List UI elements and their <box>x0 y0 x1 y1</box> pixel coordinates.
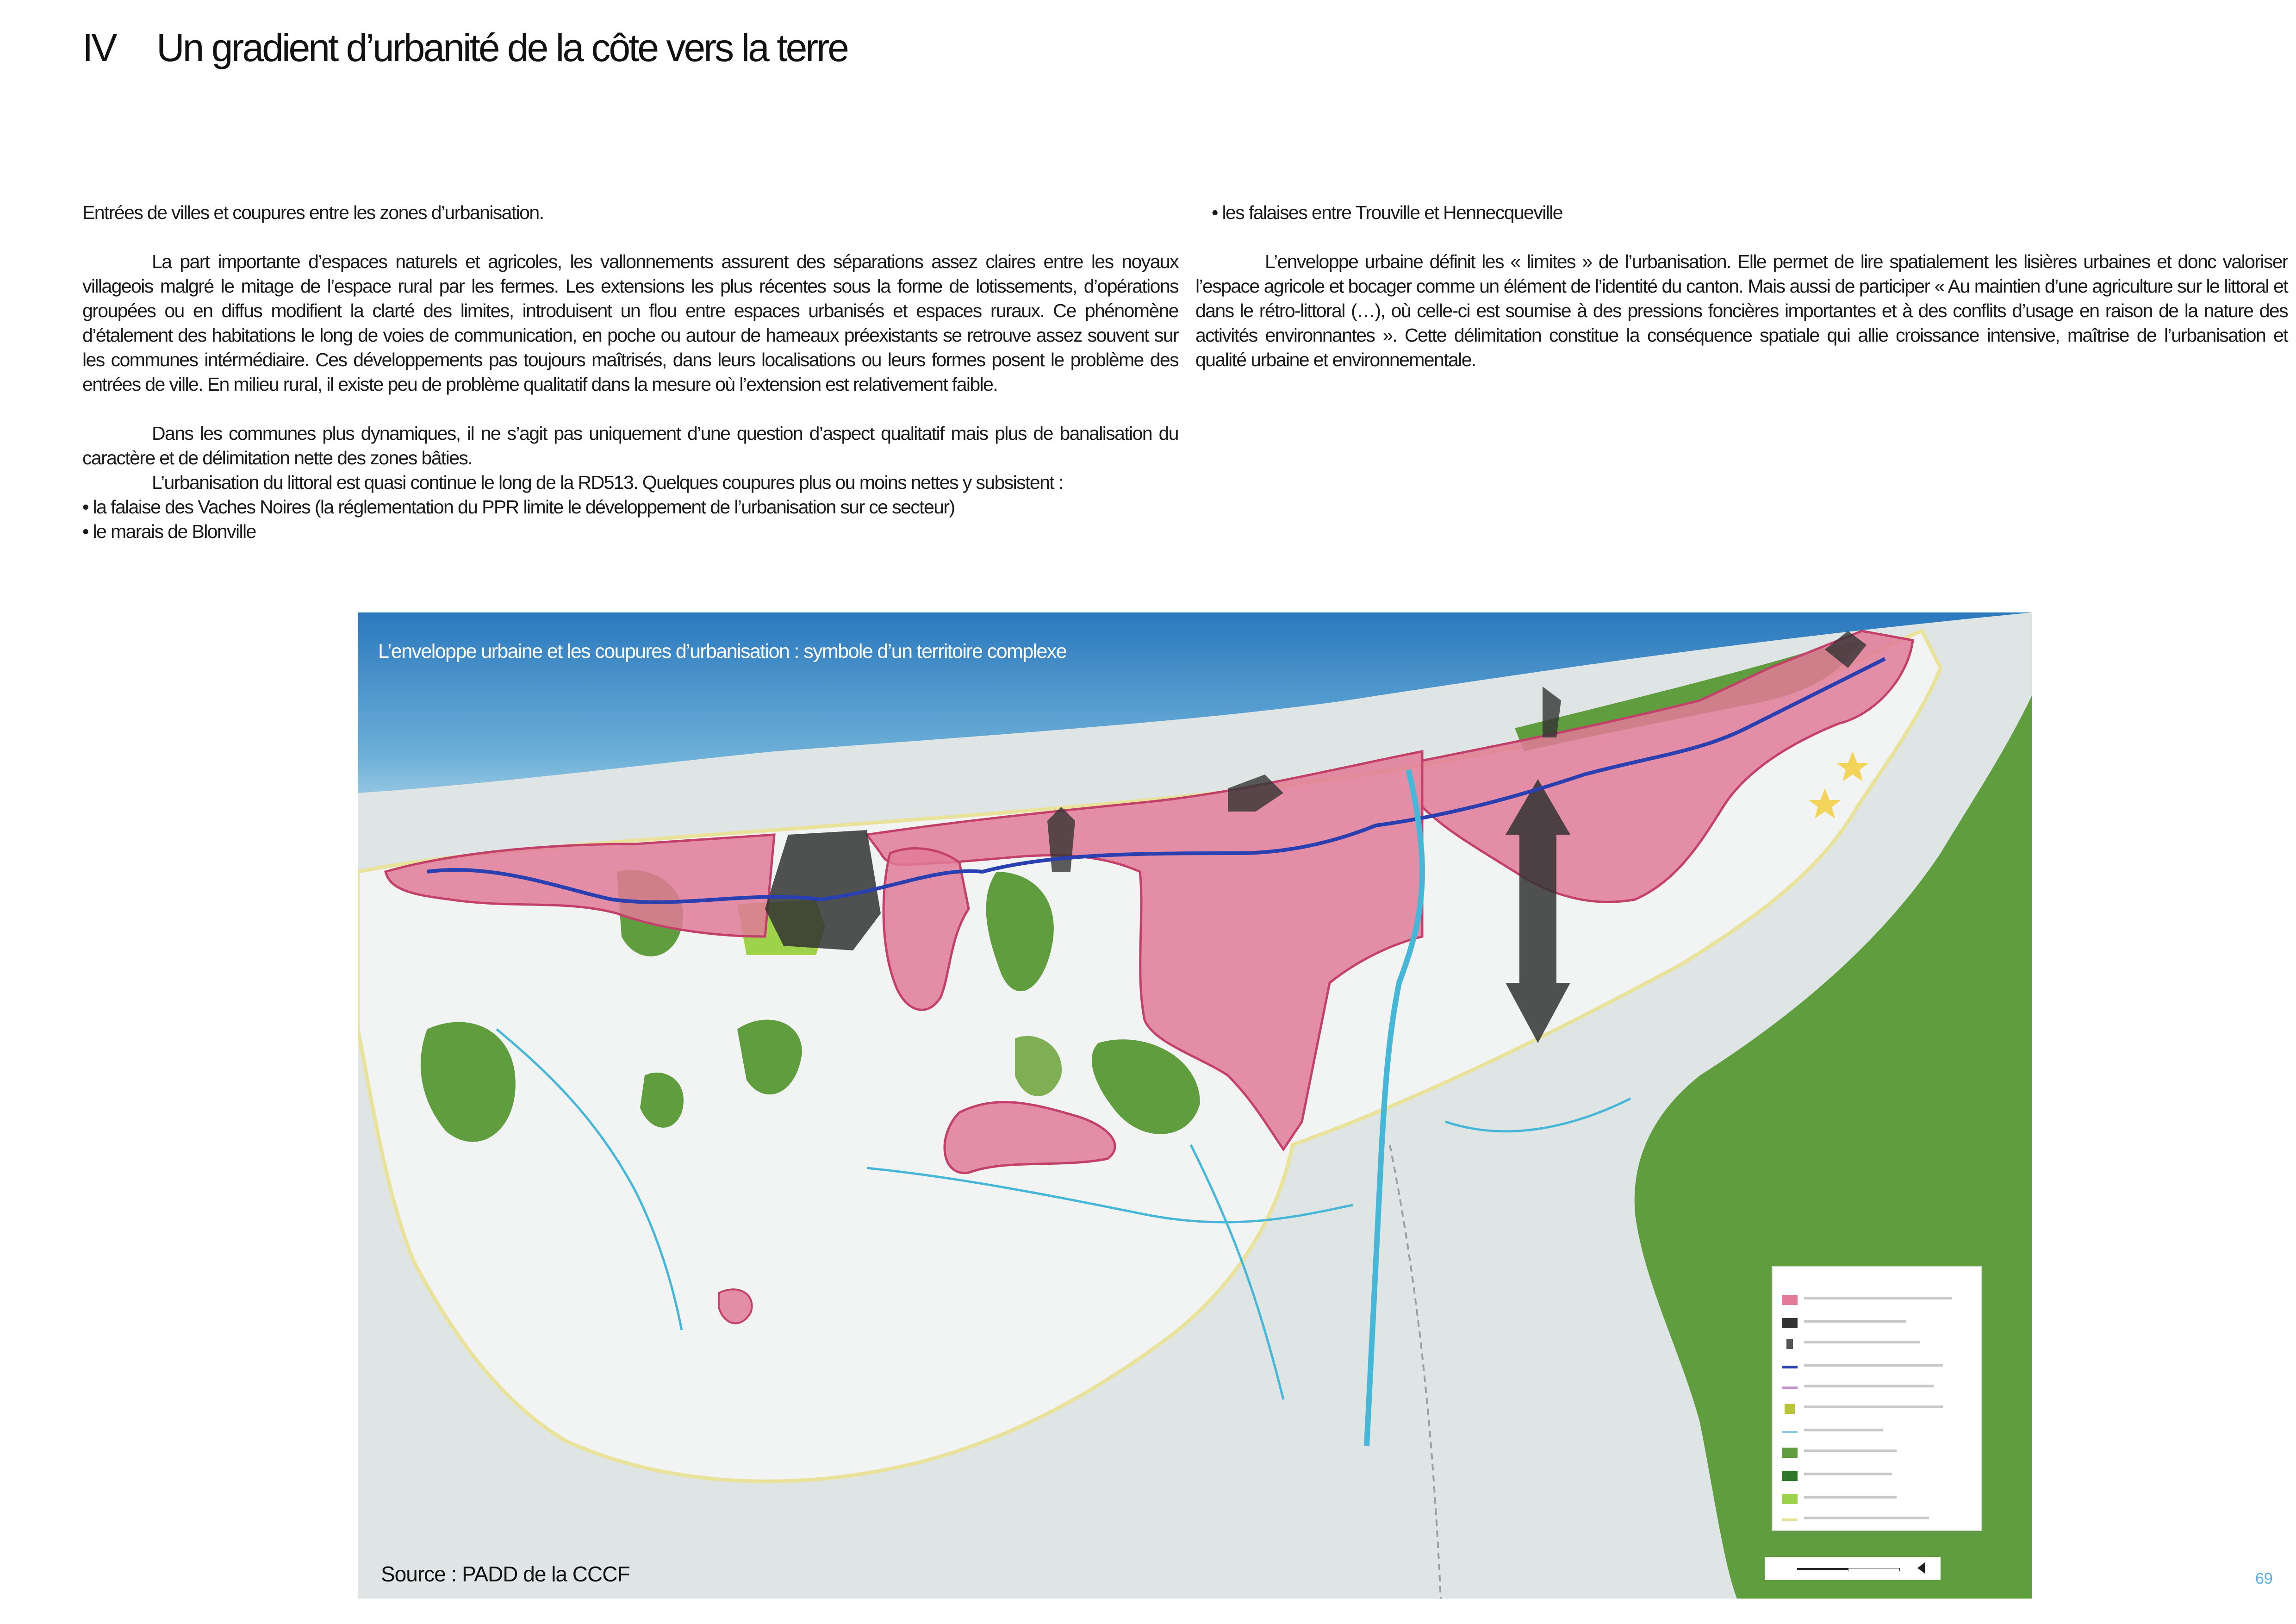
break-blonville <box>1047 807 1075 872</box>
bullet-vaches-noires: • la falaise des Vaches Noires (la réglementation du PPR limite le développement de l’urbanisation sur ce secteur) <box>82 496 955 518</box>
legend-swatch-forest <box>1782 1448 1798 1458</box>
left-text-column <box>82 200 1178 544</box>
paragraph-1: La part importante d’espaces naturels et agricoles, les vallonnements assurent des séparations assez claires entre les noyaux villageois malgré le mitage de l’espace rural par les fermes. Les extensions les plus récentes sous la forme de lotissements, d’opérations groupées ou en diffus modifient la clarté des limites, introduisent un flou entre espaces urbanisés et espaces ruraux. Ce phénomène d’étalement des habitations le long de voies de communication, en poche ou autour de hameaux préexistants se retrouve assez souvent sur les communes intérmédiaire. Ces développements pas toujours maîtrisés, dans leurs localisations ou leurs formes posent le problème des entrées de ville. En milieu rural, il existe peu de problème qualitatif dans la mesure où l’extension est relativement faible. <box>82 251 1178 395</box>
paragraph-4: L’enveloppe urbaine définit les « limites » de l’urbanisation. Elle permet de lire spatialement les lisières urbaines et donc valoriser l’espace agricole et bocager comme un élément de l’identité du canton. Mais aussi de participer « Au maintien d’une agriculture sur le littoral et dans le rétro-littoral (…), où celle-ci est soumise à des pressions foncières importantes et à des conflits d’usage en raison de la nature des activités environnantes ». Cette délimitation constitue la conséquence spatiale qui allie croissance intensive, maîtrise de l’urbanisation et qualité urbaine et environnementale. <box>1195 251 2288 370</box>
title-text: Un gradient d’urbanité de la côte vers la terre <box>156 26 847 69</box>
paragraph-3: L’urbanisation du littoral est quasi continue le long de la RD513. Quelques coupures plus ou moins nettes y subsistent : <box>152 472 1063 493</box>
north-arrow-icon <box>1917 1562 1925 1574</box>
right-text-column <box>1195 200 2288 372</box>
legend-swatch-arrow <box>1786 1339 1793 1349</box>
legend-swatch-wood <box>1782 1471 1798 1481</box>
urban-envelope-map <box>358 612 2032 1599</box>
paragraph-2: Dans les communes plus dynamiques, il ne s’agit pas uniquement d’une question d’aspect qualitatif mais plus de banalisation du caractère et de délimitation nette des zones bâties. <box>82 423 1178 468</box>
legend-swatch-boundary <box>1782 1518 1798 1521</box>
section-number: IV <box>82 26 116 69</box>
map-source: Source : PADD de la CCCF <box>381 1562 630 1586</box>
legend-swatch-urban <box>1782 1295 1798 1305</box>
page-title <box>82 25 847 70</box>
page-number: 69 <box>2255 1570 2273 1587</box>
section-heading: Entrées de villes et coupures entre les zones d’urbanisation. <box>82 202 544 223</box>
urban-envelope-hamlet <box>719 1289 752 1323</box>
legend-swatch-road <box>1782 1366 1798 1368</box>
legend-swatch-river <box>1782 1431 1798 1433</box>
map-caption: L’enveloppe urbaine et les coupures d’urbanisation : symbole d’un territoire complexe <box>378 640 1067 662</box>
legend-swatch-limit <box>1782 1387 1798 1389</box>
legend-swatch-break <box>1782 1318 1798 1328</box>
legend-swatch-marsh <box>1782 1494 1798 1504</box>
scale-bar <box>1765 1557 1941 1580</box>
bullet-trouville: • les falaises entre Trouville et Hennecqueville <box>1212 202 1562 223</box>
map-legend <box>1772 1266 1982 1531</box>
bullet-blonville: • le marais de Blonville <box>82 521 256 542</box>
legend-swatch-heritage <box>1785 1404 1795 1414</box>
